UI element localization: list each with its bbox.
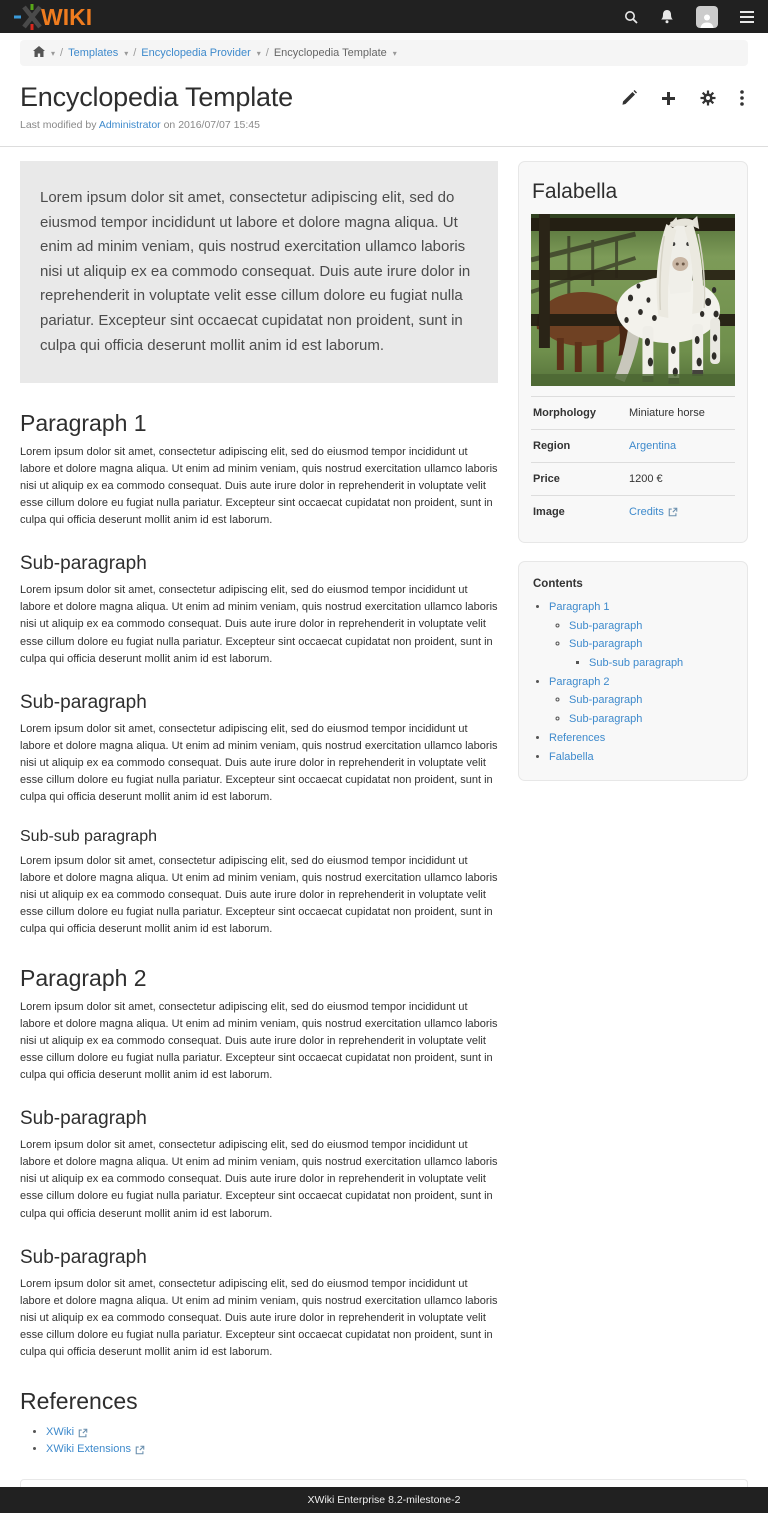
infobox-value: [629, 440, 676, 452]
toc-link[interactable]: Paragraph 2: [549, 675, 610, 688]
chevron-down-icon[interactable]: ▾: [51, 48, 56, 58]
infobox-row: [531, 495, 735, 528]
infobox-row: [531, 429, 735, 462]
toc-item: [549, 748, 735, 767]
infobox-title: Falabella: [532, 180, 618, 203]
contents-title: Contents: [533, 578, 583, 590]
toc-link[interactable]: Falabella: [549, 750, 594, 763]
content-sections: [20, 410, 498, 1361]
contents-list: [531, 598, 735, 766]
toc-link[interactable]: Sub-paragraph: [569, 619, 643, 632]
last-modified-author-link[interactable]: Administrator: [98, 119, 161, 131]
infobox-label: Price: [533, 473, 560, 485]
infobox-table: [531, 396, 735, 528]
toc-item: [569, 635, 735, 672]
toc-link[interactable]: Sub-paragraph: [569, 694, 643, 707]
section-heading: Sub-paragraph: [20, 691, 147, 713]
section-heading: Sub-paragraph: [20, 1108, 147, 1130]
reference-item: [46, 1441, 498, 1459]
breadcrumb-separator: /: [60, 47, 64, 59]
top-navbar: [0, 0, 768, 33]
hamburger-menu-icon[interactable]: [740, 11, 754, 23]
infobox-label: Region: [533, 440, 571, 452]
breadcrumb-item-current: Encyclopedia Template: [273, 47, 387, 59]
edit-pencil-icon[interactable]: [621, 90, 637, 106]
toc-link[interactable]: Sub-paragraph: [569, 713, 643, 726]
notifications-bell-icon[interactable]: [660, 9, 674, 24]
external-link-icon: [78, 1428, 88, 1438]
reference-link[interactable]: XWiki: [46, 1424, 88, 1442]
toc-link[interactable]: Paragraph 1: [549, 601, 610, 613]
infobox-label: Image: [533, 506, 565, 518]
infobox-value: 1200 €: [629, 473, 663, 485]
header-divider: [0, 146, 768, 147]
infobox-label: Morphology: [533, 407, 596, 419]
section-heading: Paragraph 1: [20, 410, 147, 437]
contents-panel: [518, 561, 748, 781]
toc-item: [549, 598, 735, 673]
section-paragraph: Lorem ipsum dolor sit amet, consectetur adipiscing elit, sed do eiusmod tempor incididunt ut labore et dolore magna aliqua. Ut enim ad minim veniam, quis nostrud exercitation ullamco laboris nisi ut aliquip ex ea commodo consequat. Duis aute irure dolor in reprehenderit in voluptate velit esse cillum dolore eu fugiat nulla pariatur. Excepteur sint occaecat cupidatat non proident, sunt in culpa qui officia deserunt mollit anim id est laborum.: [20, 584, 498, 665]
version-text: XWiki Enterprise 8.2-milestone-2: [307, 1493, 461, 1506]
toc-link[interactable]: Sub-paragraph: [569, 638, 643, 651]
toc-link[interactable]: References: [549, 731, 606, 744]
infobox-row: [531, 462, 735, 495]
references-section: [20, 1388, 498, 1459]
chevron-down-icon[interactable]: ▾: [256, 48, 261, 58]
external-link-icon: [135, 1445, 145, 1455]
last-modified-suffix: on 2016/07/07 15:45: [163, 119, 260, 131]
infobox-value: Miniature horse: [629, 407, 705, 419]
references-heading: References: [20, 1387, 138, 1414]
reference-link[interactable]: XWiki Extensions: [46, 1441, 145, 1459]
settings-gear-icon[interactable]: [700, 90, 716, 106]
breadcrumb-separator: /: [133, 47, 137, 59]
version-footer-bar: [0, 1487, 768, 1513]
last-modified-line: [20, 119, 293, 131]
page-title: Encyclopedia Template: [20, 82, 293, 112]
section-heading: Sub-paragraph: [20, 553, 147, 575]
falabella-horse-photo: [531, 214, 735, 386]
xwiki-logo[interactable]: [14, 4, 106, 30]
breadcrumb-separator: /: [265, 47, 269, 59]
section-paragraph: Lorem ipsum dolor sit amet, consectetur adipiscing elit, sed do eiusmod tempor incididunt ut labore et dolore magna aliqua. Ut enim ad minim veniam, quis nostrud exercitation ullamco laboris nisi ut aliquip ex ea commodo consequat. Duis aute irure dolor in reprehenderit in voluptate velit esse cillum dolore eu fugiat nulla pariatur. Excepteur sint occaecat cupidatat non proident, sunt in culpa qui officia deserunt mollit anim id est laborum.: [20, 446, 498, 527]
breadcrumb-item-encyclopedia-provider[interactable]: Encyclopedia Provider: [141, 47, 251, 59]
section-heading: Paragraph 2: [20, 965, 147, 992]
toc-item: [589, 654, 735, 673]
toc-item: [549, 673, 735, 729]
logo-wordmark: WIKI: [41, 3, 93, 30]
infobox-value-link[interactable]: Credits: [629, 506, 678, 518]
section-paragraph: Lorem ipsum dolor sit amet, consectetur adipiscing elit, sed do eiusmod tempor incididunt ut labore et dolore magna aliqua. Ut enim ad minim veniam, quis nostrud exercitation ullamco laboris nisi ut aliquip ex ea commodo consequat. Duis aute irure dolor in reprehenderit in voluptate velit esse cillum dolore eu fugiat nulla pariatur. Excepteur sint occaecat cupidatat non proident, sunt in culpa qui officia deserunt mollit anim id est laborum.: [20, 1001, 498, 1082]
section-heading: Sub-sub paragraph: [20, 827, 157, 845]
infobox-panel: [518, 161, 748, 543]
section-paragraph: Lorem ipsum dolor sit amet, consectetur adipiscing elit, sed do eiusmod tempor incididunt ut labore et dolore magna aliqua. Ut enim ad minim veniam, quis nostrud exercitation ullamco laboris nisi ut aliquip ex ea commodo consequat. Duis aute irure dolor in reprehenderit in voluptate velit esse cillum dolore eu fugiat nulla pariatur. Excepteur sint occaecat cupidatat non proident, sunt in culpa qui officia deserunt mollit anim id est laborum.: [20, 1277, 498, 1358]
more-actions-kebab-icon[interactable]: [740, 90, 744, 106]
chevron-down-icon[interactable]: ▾: [124, 48, 129, 58]
home-icon[interactable]: [33, 46, 45, 60]
external-link-icon: [668, 507, 678, 517]
section-paragraph: Lorem ipsum dolor sit amet, consectetur adipiscing elit, sed do eiusmod tempor incididunt ut labore et dolore magna aliqua. Ut enim ad minim veniam, quis nostrud exercitation ullamco laboris nisi ut aliquip ex ea commodo consequat. Duis aute irure dolor in reprehenderit in voluptate velit esse cillum dolore eu fugiat nulla pariatur. Excepteur sint occaecat cupidatat non proident, sunt in culpa qui officia deserunt mollit anim id est laborum.: [20, 722, 498, 803]
infobox-row: [531, 396, 735, 429]
breadcrumb-item-templates[interactable]: Templates: [68, 47, 119, 59]
toc-item: [569, 617, 735, 636]
toc-item: [549, 729, 735, 748]
last-modified-prefix: Last modified by: [20, 119, 97, 131]
infobox-value: [629, 506, 678, 518]
infobox-value-link[interactable]: Argentina: [629, 440, 677, 452]
toc-link[interactable]: Sub-sub paragraph: [589, 657, 684, 670]
add-plus-icon[interactable]: [661, 91, 676, 106]
toc-item: [569, 691, 735, 710]
lead-paragraph: Lorem ipsum dolor sit amet, consectetur adipiscing elit, sed do eiusmod tempor incididunt ut labore et dolore magna aliqua. Ut enim ad minim veniam, quis nostrud exercitation ullamco laboris nisi ut aliquip ex ea commodo consequat. Duis aute irure dolor in reprehenderit in voluptate velit esse cillum dolore eu fugiat nulla pariatur. Excepteur sint occaecat cupidatat non proident, sunt in culpa qui officia deserunt mollit anim id est laborum.: [20, 161, 498, 383]
references-list: [46, 1424, 498, 1459]
reference-item: [46, 1424, 498, 1442]
section-paragraph: Lorem ipsum dolor sit amet, consectetur adipiscing elit, sed do eiusmod tempor incididunt ut labore et dolore magna aliqua. Ut enim ad minim veniam, quis nostrud exercitation ullamco laboris nisi ut aliquip ex ea commodo consequat. Duis aute irure dolor in reprehenderit in voluptate velit esse cillum dolore eu fugiat nulla pariatur. Excepteur sint occaecat cupidatat non proident, sunt in culpa qui officia deserunt mollit anim id est laborum.: [20, 1139, 498, 1220]
user-avatar[interactable]: [696, 6, 718, 28]
section-heading: Sub-paragraph: [20, 1246, 147, 1268]
toc-item: [569, 710, 735, 729]
chevron-down-icon[interactable]: ▾: [392, 48, 397, 58]
section-paragraph: Lorem ipsum dolor sit amet, consectetur adipiscing elit, sed do eiusmod tempor incididunt ut labore et dolore magna aliqua. Ut enim ad minim veniam, quis nostrud exercitation ullamco laboris nisi ut aliquip ex ea commodo consequat. Duis aute irure dolor in reprehenderit in voluptate velit esse cillum dolore eu fugiat nulla pariatur. Excepteur sint occaecat cupidatat non proident, sunt in culpa qui officia deserunt mollit anim id est laborum.: [20, 854, 498, 936]
search-icon[interactable]: [624, 10, 638, 24]
xwiki-logo-icon: [14, 4, 106, 30]
breadcrumb: [20, 40, 748, 66]
